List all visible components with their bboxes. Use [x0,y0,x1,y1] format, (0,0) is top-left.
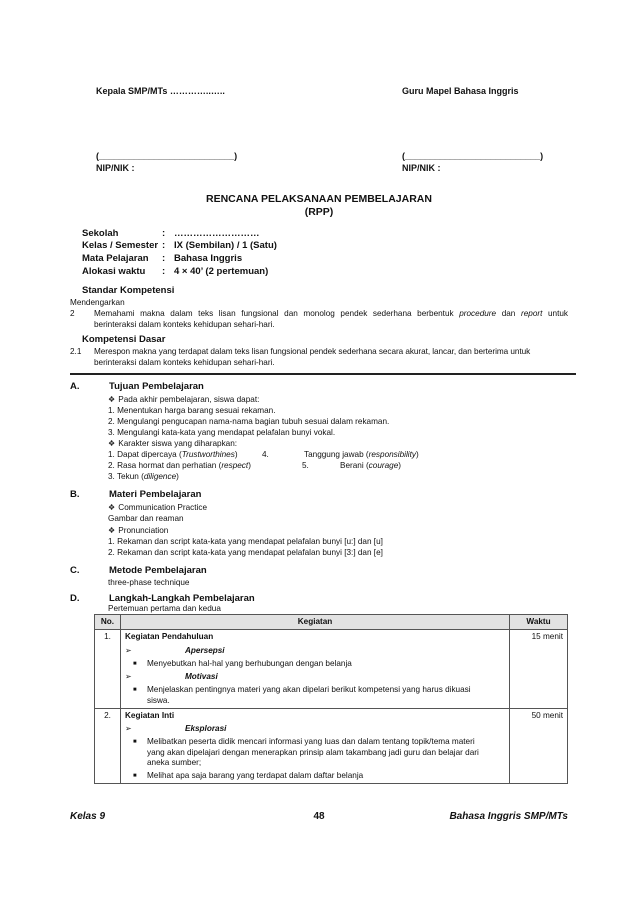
section-c-letter: C. [70,565,80,576]
section-d-sub: Pertemuan pertama dan kedua [108,604,221,613]
standar-sub: Mendengarkan [70,298,125,307]
character-item-4 [304,450,419,460]
info-value: ……………………… [174,228,260,239]
character-5-em: courage [368,461,399,470]
section-b-bullet1-sub: Gambar dan reaman [108,514,184,523]
standar-text-b: untuk [547,309,569,318]
header-kegiatan: Kegiatan [120,615,509,630]
character-2-em: respect [221,461,249,470]
square-item-text: Menjelaskan pentingnya materi yang akan dipelari berikut kompetensi yang harus dikuasi [146,685,471,695]
section-b-bullet2-text: Pronunciation [118,526,169,535]
section-b-bullet1 [108,503,207,513]
square-bullet-icon: ■ [132,773,137,779]
diamond-bullet-icon: ❖ [108,439,116,448]
teacher-signature-title: Guru Mapel Bahasa Inggris [402,86,519,96]
kompetensi-text-line2: berinteraksi dalam konteks kehidupan sehari-hari. [94,358,275,367]
section-b-bullet1-text: Communication Practice [118,503,208,512]
kompetensi-text-line1: Merespon makna yang terdapat dalam teks lisan fungsional pendek sederhana secara akurat, lancar, dan berterima untuk [94,347,531,356]
section-divider [70,373,576,375]
section-a-letter: A. [70,381,80,392]
standar-text-procedure: procedure [459,309,497,318]
character-item-1 [108,450,238,460]
character-3-em: diligence [143,472,177,481]
character-5-post: ) [398,461,401,470]
arrow-item [125,724,505,734]
table-row [95,708,568,784]
square-bullet-icon: ■ [132,660,137,667]
kompetensi-number: 2.1 [70,347,82,356]
standar-text [94,309,568,319]
row-title: Kegiatan Pendahuluan [124,632,214,642]
character-4-em: responsibility [368,450,416,459]
arrow-bullet-icon: ➢ [124,724,132,733]
square-bullet-icon: ■ [132,739,137,746]
standar-text-mid: dan [501,309,516,318]
standar-text-line2: berinteraksi dalam konteks kehidupan sehari-hari. [94,320,275,329]
section-a-bullet2-text: Karakter siswa yang diharapkan: [118,439,238,448]
arrow-item-text: Motivasi [184,672,218,681]
header-no: No. [95,615,121,630]
section-c-title: Metode Pembelajaran [109,565,207,576]
section-a-item: 2. Mengulangi pengucapan nama-nama bagian tubuh sesuai dalam rekaman. [108,417,390,426]
arrow-item-text: Apersepsi [184,645,225,655]
section-b-letter: B. [70,489,80,500]
section-d-letter: D. [70,593,80,604]
arrow-bullet-icon: ➢ [124,645,132,655]
section-a-bullet1 [108,395,259,405]
info-sep: : [162,253,166,264]
info-label: Sekolah [82,228,119,239]
info-label: Kelas / Semester [82,240,159,251]
arrow-bullet-icon: ➢ [124,672,132,681]
square-item [125,685,505,695]
section-b-bullet2 [108,526,168,536]
character-1-em: Trustworthines [181,450,235,459]
character-item-2 [108,461,251,471]
square-item-text: Melihat apa saja barang yang terdapat dalam daftar belanja [146,771,364,780]
document-title: RENCANA PELAKSANAAN PEMBELAJARAN [206,193,432,205]
section-d-title: Langkah-Langkah Pembelajaran [109,593,255,604]
character-2-pre: 2. Rasa hormat dan perhatian ( [108,461,222,470]
square-bullet-icon: ■ [132,687,137,694]
principal-signature-line: (___________________________) [96,151,238,161]
section-c-text: three-phase technique [108,578,190,587]
header-waktu: Waktu [510,615,568,630]
arrow-item [125,672,505,682]
section-a-bullet2 [108,439,237,449]
square-item-cont: siswa. [146,695,170,705]
square-item-cont: aneka sumber; [146,757,202,767]
arrow-item-text: Eksplorasi [184,724,227,733]
standar-number: 2 [70,309,75,318]
character-5-number: 5. [302,461,309,470]
section-a-title: Tujuan Pembelajaran [109,381,204,392]
info-value: IX (Sembilan) / 1 (Satu) [174,240,277,251]
section-b-item: 2. Rekaman dan script kata-kata yang mendapat pelafalan bunyi [3:] dan [e] [108,548,383,557]
principal-nip: NIP/NIK : [96,163,135,173]
footer-subject: Bahasa Inggris SMP/MTs [449,811,568,822]
square-item-text: Menyebutkan hal-hal yang berhubungan dengan belanja [146,658,352,668]
character-4-pre: Tanggung jawab ( [304,450,369,459]
diamond-bullet-icon: ❖ [108,526,116,535]
diamond-bullet-icon: ❖ [108,395,116,404]
section-a-bullet1-text: Pada akhir pembelajaran, siswa dapat: [118,395,260,404]
kompetensi-heading: Kompetensi Dasar [82,334,166,345]
character-3-pre: 3. Tekun ( [108,472,144,481]
character-2-post: ) [248,461,251,470]
square-item-text: Melibatkan peserta didik mencari informasi yang luas dan dalam tentang topik/tema materi [146,737,475,747]
info-value: Bahasa Inggris [174,253,243,264]
table-row [95,630,568,709]
row-number: 2. [95,708,121,784]
page-number: 48 [313,811,325,822]
section-a-item: 3. Mengulangi kata-kata yang mendapat pelafalan bunyi vokal. [108,428,336,437]
teacher-nip: NIP/NIK : [402,163,441,173]
standar-text-report: report [520,309,543,318]
info-label: Alokasi waktu [82,266,146,277]
character-1-post: ) [234,450,238,459]
character-1-pre: 1. Dapat dipercaya ( [108,450,182,459]
square-item [125,771,505,781]
standar-text-a: Memahami makna dalam teks lisan fungsional dan monolog pendek sederhana berbentuk [94,309,454,318]
square-item [125,737,505,747]
section-b-item: 1. Rekaman dan script kata-kata yang mendapat pelafalan bunyi [u:] dan [u] [108,537,383,546]
square-item [125,659,505,669]
character-5-pre: Berani ( [340,461,369,470]
square-item-cont: yang akan dipelajari dengan menerapkan prinsip alam takambang jadi guru dan belajar dari [146,747,479,757]
row-time: 15 menit [510,630,568,709]
row-number: 1. [95,630,121,709]
info-sep: : [162,240,166,251]
learning-steps-table [94,614,568,784]
section-a-item: 1. Menentukan harga barang sesuai rekaman. [108,406,276,415]
teacher-signature-line: (___________________________) [402,151,544,161]
character-3-post: ) [176,472,179,481]
principal-signature-title: Kepala SMP/MTs …………..….. [96,86,225,96]
diamond-bullet-icon: ❖ [108,503,116,512]
section-b-title: Materi Pembelajaran [109,489,202,500]
document-subtitle: (RPP) [304,206,334,218]
info-label: Mata Pelajaran [82,253,149,264]
row-activities [120,708,509,784]
row-activities [120,630,509,709]
character-4-post: ) [415,450,419,459]
table-header-row [95,615,568,630]
info-sep: : [162,266,166,277]
row-title: Kegiatan Inti [124,710,175,720]
arrow-item [125,646,505,656]
standar-heading: Standar Kompetensi [82,285,175,296]
character-item-5 [340,461,401,471]
info-value: 4 × 40’ (2 pertemuan) [174,266,269,277]
row-time: 50 menit [510,708,568,784]
info-sep: : [162,228,166,239]
character-4-number: 4. [262,450,269,459]
footer-class: Kelas 9 [70,811,106,822]
character-item-3 [108,472,179,482]
